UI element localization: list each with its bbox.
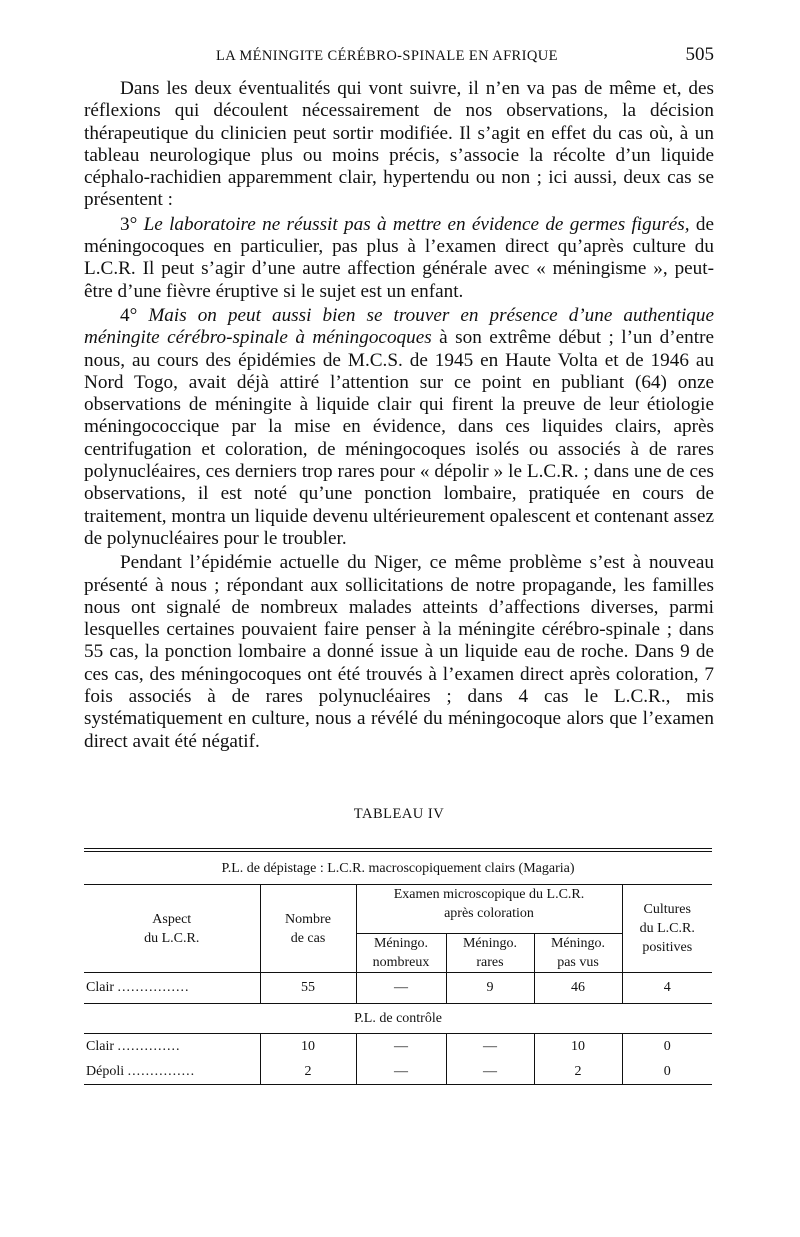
table-caption: TABLEAU IV: [353, 806, 445, 822]
header-meningo-pas-vus: Méningo. pas vus: [534, 934, 622, 973]
cell-nombre: 2: [260, 1060, 356, 1084]
row-label: Dépoli ...............: [86, 1064, 196, 1079]
table-row: [84, 1034, 712, 1060]
body-text: [84, 78, 714, 753]
cell-cultures: 0: [622, 1034, 712, 1060]
cell-cultures: 4: [622, 973, 712, 1003]
header-nombre: Nombre de cas: [260, 885, 356, 972]
cell-meningo-rares: —: [446, 1034, 534, 1060]
cell-meningo-rares: 9: [446, 973, 534, 1003]
table-bottom-rule: [84, 1084, 712, 1085]
table-header: [84, 885, 712, 972]
cell-meningo-nombreux: —: [356, 973, 446, 1003]
cell-meningo-pas-vus: 46: [534, 973, 622, 1003]
section1-body: [84, 973, 712, 1003]
table-row: [84, 973, 712, 1003]
cell-meningo-pas-vus: 10: [534, 1034, 622, 1060]
paragraph-2-number: 3°: [120, 213, 138, 235]
header-aspect: Aspect du L.C.R.: [144, 911, 200, 946]
cell-nombre: 55: [260, 973, 356, 1003]
table-row: [84, 1060, 712, 1084]
header-cultures: Cultures du L.C.R. positives: [622, 885, 712, 972]
cell-cultures: 0: [622, 1060, 712, 1084]
cell-meningo-rares: —: [446, 1060, 534, 1084]
row-label: Clair ..............: [86, 1039, 181, 1054]
paragraph-3-number: 4°: [120, 304, 138, 326]
running-title: LA MÉNINGITE CÉRÉBRO-SPINALE EN AFRIQUE: [216, 48, 558, 64]
page-header: [84, 44, 714, 66]
paragraph-3: [84, 305, 714, 550]
page-number: 505: [685, 44, 714, 65]
section2-body: [84, 1034, 712, 1084]
paragraph-4: Pendant l’épidémie actuelle du Niger, ce même problème s’est à nouveau présenté à nous ; répondant aux sollicitations de notre propagande, les familles nous ont signalé de nombreux malades atteints d’affections diverses, parmi lesquelles certaines pouvaient faire penser à la méningite cérébro-spinale ; dans 55 cas, la ponction lombaire a donné issue à un liquide eau de roche. Dans 9 de ces cas, des méningocoques ont été trouvés à l’examen direct après coloration, 7 fois associés à de rares polynucléaires ; dans 4 cas le L.C.R., mis systématiquement en culture, nous a révélé du méningocoque alors que l’examen direct avait été négatif.: [84, 552, 714, 752]
paragraph-2: [84, 214, 714, 303]
section1-title: P.L. de dépistage : L.C.R. macroscopiquement clairs (Magaria): [221, 861, 575, 876]
cell-meningo-nombreux: —: [356, 1034, 446, 1060]
header-examen: Examen microscopique du L.C.R. après coloration: [356, 885, 622, 934]
cell-nombre: 10: [260, 1034, 356, 1060]
paragraph-3-rest: à son extrême début ; l’un d’entre nous, au cours des épidémies de M.C.S. de 1945 en Haute Volta et de 1946 au Nord Togo, avait déjà attiré l’attention sur ce point en publiant (64) onze observations de méningite à liquide clair qui firent la preuve de leur étiologie méningococcique par la mise en évidence, dans ces liquides clairs, après centrifugation et coloration, de méningocoques isolés ou associés à de rares polynucléaires, ces derniers trop rares pour « dépolir » le L.C.R. ; dans une de ces observations, il est noté qu’une ponction lombaire, pratiquée en cours de traitement, montra un liquide devenu ultérieurement opalescent et contenant assez de polynucléaires pour le troubler.: [84, 327, 714, 549]
cell-meningo-pas-vus: 2: [534, 1060, 622, 1084]
data-table: [84, 848, 712, 1085]
paragraph-3-italic: Mais on peut aussi bien se trouver en présence d’une authentique méningite cérébro-spinale à méningocoques: [84, 304, 714, 349]
cell-meningo-nombreux: —: [356, 1060, 446, 1084]
paragraph-2-rest: de méningocoques en particulier, pas plus à l’examen direct qu’après culture du L.C.R. Il peut s’agir d’une autre affection générale avec « méningisme », peut-être d’une fièvre éruptive si le sujet est un enfant.: [84, 213, 714, 302]
row-label: Clair ................: [86, 980, 190, 995]
paragraph-1: Dans les deux éventualités qui vont suivre, il n’en va pas de même et, des réflexions qui découlent nécessairement de nos observations, la décision thérapeutique du clinicien peut sortir modifiée. Il s’agit en effet du cas où, à un tableau neurologique plus ou moins précis, s’associe la récolte d’un liquide céphalo-rachidien apparemment clair, hypertendu ou non ; ici aussi, deux cas se présentent :: [84, 78, 714, 211]
header-meningo-nombreux: Méningo. nombreux: [356, 934, 446, 973]
header-meningo-rares: Méningo. rares: [446, 934, 534, 973]
section2-title: P.L. de contrôle: [354, 1011, 442, 1026]
paragraph-2-italic: Le laboratoire ne réussit pas à mettre en évidence de germes figurés,: [143, 213, 690, 235]
